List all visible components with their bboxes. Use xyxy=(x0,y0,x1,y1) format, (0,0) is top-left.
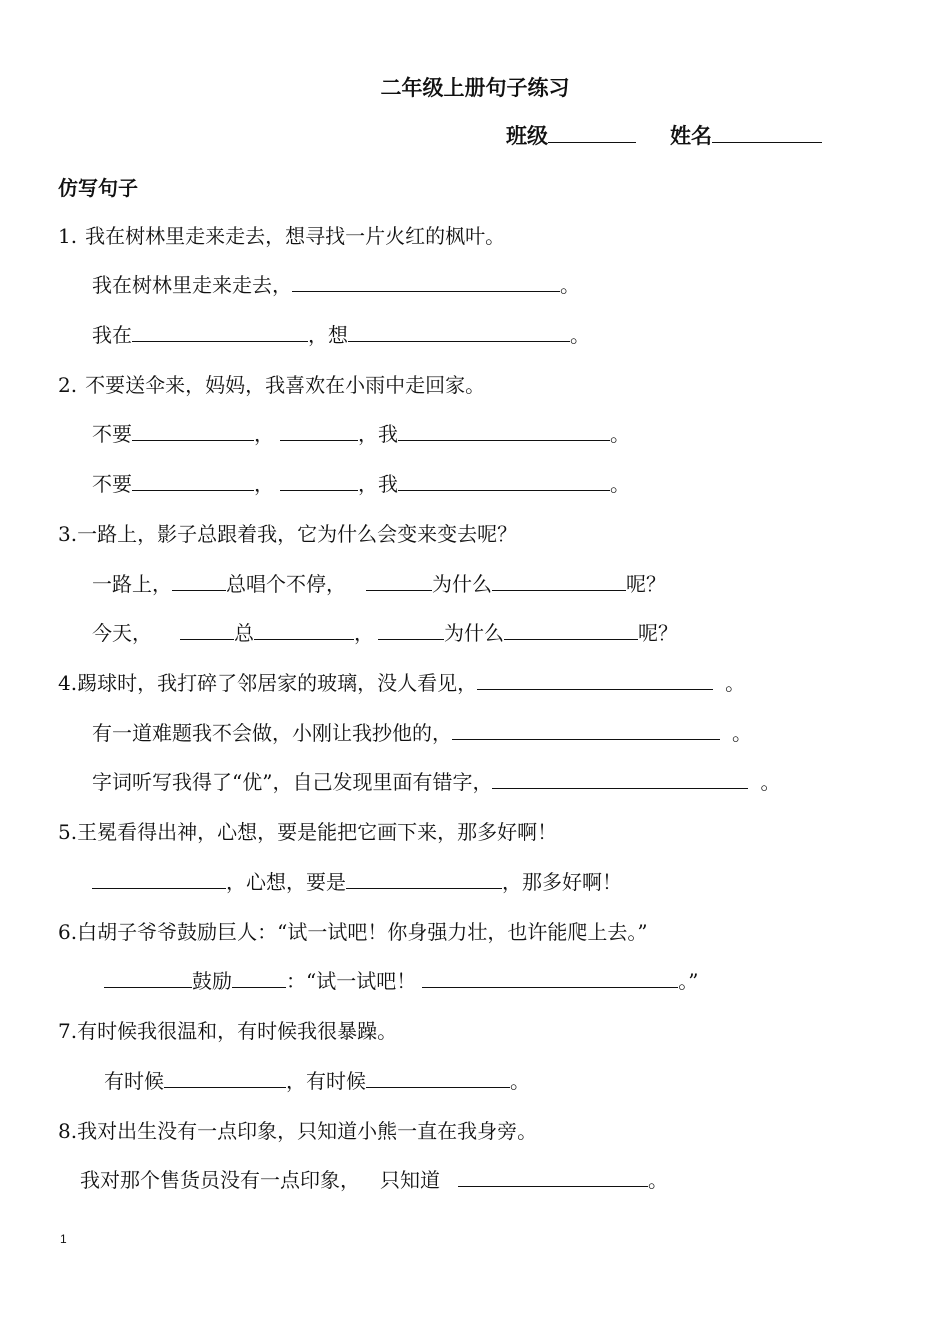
q3-answer-b xyxy=(92,619,678,647)
q1-b-end: 。 xyxy=(570,323,590,347)
q6-example xyxy=(58,918,648,946)
q7-blank-2[interactable] xyxy=(366,1067,510,1088)
q2-b-blank-2[interactable] xyxy=(280,470,358,491)
q7-a-1: 有时候 xyxy=(104,1069,164,1093)
q4-end-1: 。 xyxy=(725,671,746,695)
q2-b-end: 。 xyxy=(610,472,630,496)
q5-a-2: ，那多好啊！ xyxy=(502,870,622,894)
q6-a-3: 。” xyxy=(678,969,699,993)
q1-example xyxy=(58,222,505,250)
q7-blank-1[interactable] xyxy=(164,1067,286,1088)
q3-a-3: 为什么 xyxy=(432,572,492,596)
q7-example xyxy=(58,1017,397,1045)
name-blank[interactable] xyxy=(712,122,822,143)
q2-number: 2. xyxy=(58,373,78,397)
q2-example xyxy=(58,371,485,399)
q6-blank-1[interactable] xyxy=(104,967,192,988)
q1-a-blank[interactable] xyxy=(292,271,560,292)
q5-answer xyxy=(92,868,622,896)
q4-number: 4. xyxy=(58,671,78,695)
q3-a-blank-2[interactable] xyxy=(366,570,432,591)
q7-answer xyxy=(104,1067,530,1095)
q3-b-3: ， xyxy=(354,621,374,645)
q6-a-1: 鼓励 xyxy=(192,969,232,993)
q5-blank-2[interactable] xyxy=(346,868,502,889)
q3-b-4: 为什么 xyxy=(444,621,504,645)
q3-number: 3. xyxy=(58,522,78,546)
q2-a-blank-1[interactable] xyxy=(132,420,254,441)
q5-example xyxy=(58,818,557,846)
q6-answer xyxy=(104,967,698,995)
q2-b-p3: ，我 xyxy=(358,472,398,496)
q4-line-3 xyxy=(92,768,780,796)
q4-blank-2[interactable] xyxy=(452,719,720,740)
q3-example-text: 一路上，影子总跟着我，它为什么会变来变去呢？ xyxy=(77,522,518,546)
q3-b-blank-2[interactable] xyxy=(254,619,354,640)
q1-b-prefix: 我在 xyxy=(92,323,132,347)
q4-end-2: 。 xyxy=(732,721,752,745)
q3-a-4: 呢？ xyxy=(626,572,666,596)
q7-example-text: 有时候我很温和，有时候我很暴躁。 xyxy=(77,1019,398,1043)
q3-answer-a xyxy=(92,570,666,598)
name-label: 姓名 xyxy=(670,124,712,148)
class-blank[interactable] xyxy=(548,122,636,143)
q5-a-1: ，心想，要是 xyxy=(226,870,346,894)
q6-blank-3[interactable] xyxy=(422,967,678,988)
q8-blank-1[interactable] xyxy=(458,1166,648,1187)
q5-blank-1[interactable] xyxy=(92,868,226,889)
q6-number: 6. xyxy=(58,920,78,944)
q2-a-p1: 不要 xyxy=(92,422,132,446)
q3-a-1: 一路上， xyxy=(92,572,172,596)
q2-a-end: 。 xyxy=(610,422,630,446)
q3-b-blank-3[interactable] xyxy=(378,619,444,640)
q2-a-p2: ， xyxy=(254,422,274,446)
q2-answer-b xyxy=(92,470,630,498)
q3-a-2: 总唱个不停， xyxy=(226,572,346,596)
q7-number: 7. xyxy=(58,1019,78,1043)
q3-b-2: 总 xyxy=(234,621,254,645)
q2-answer-a xyxy=(92,420,630,448)
page-title: 二年级上册句子练习 xyxy=(380,76,570,100)
q5-number: 5. xyxy=(58,820,78,844)
q3-a-blank-3[interactable] xyxy=(492,570,626,591)
q1-number: 1. xyxy=(58,224,78,248)
q4-line-2-text: 有一道难题我不会做，小刚让我抄他的， xyxy=(92,721,452,745)
q1-b-blank-1[interactable] xyxy=(132,321,308,342)
q8-number: 8. xyxy=(58,1119,78,1143)
q4-example xyxy=(58,669,745,697)
q1-a-prefix: 我在树林里走来走去， xyxy=(92,273,292,297)
q8-a-3: 。 xyxy=(648,1168,668,1192)
q4-line-2 xyxy=(92,719,752,747)
q6-a-2: ：“试一试吧！ xyxy=(286,969,417,993)
q8-a-2: 只知道 xyxy=(380,1168,440,1192)
q4-line-3-text: 字词听写我得了“优”，自己发现里面有错字， xyxy=(92,770,493,794)
q3-b-blank-1[interactable] xyxy=(180,619,234,640)
q8-example xyxy=(58,1117,537,1145)
q2-b-blank-1[interactable] xyxy=(132,470,254,491)
class-label: 班级 xyxy=(506,124,548,148)
q4-end-3: 。 xyxy=(760,770,781,794)
q1-example-text: 我在树林里走来走去，想寻找一片火红的枫叶。 xyxy=(85,224,506,248)
q4-blank-3[interactable] xyxy=(492,768,748,789)
class-name-row xyxy=(506,120,822,150)
q4-blank-1[interactable] xyxy=(477,669,713,690)
q8-answer xyxy=(80,1166,668,1194)
q2-b-p1: 不要 xyxy=(92,472,132,496)
q2-b-p2: ， xyxy=(254,472,274,496)
q3-a-blank-1[interactable] xyxy=(172,570,226,591)
q3-b-5: 呢？ xyxy=(638,621,678,645)
q3-b-blank-4[interactable] xyxy=(504,619,638,640)
q2-a-blank-3[interactable] xyxy=(398,420,610,441)
q5-example-text: 王冕看得出神，心想，要是能把它画下来，那多好啊！ xyxy=(77,820,558,844)
q2-b-blank-3[interactable] xyxy=(398,470,610,491)
q7-a-3: 。 xyxy=(510,1069,530,1093)
q3-b-1: 今天， xyxy=(92,621,152,645)
q1-answer-a xyxy=(92,271,580,299)
q2-a-blank-2[interactable] xyxy=(280,420,358,441)
q6-example-text: 白胡子爷爷鼓励巨人：“试一试吧！你身强力壮，也许能爬上去。” xyxy=(77,920,648,944)
page-number: 1 xyxy=(60,1232,67,1246)
q4-example-text: 踢球时，我打碎了邻居家的玻璃，没人看见， xyxy=(77,671,478,695)
q7-a-2: ，有时候 xyxy=(286,1069,366,1093)
q6-blank-2[interactable] xyxy=(232,967,286,988)
q1-answer-b xyxy=(92,321,590,349)
q1-a-end: 。 xyxy=(560,273,580,297)
q8-a-1: 我对那个售货员没有一点印象， xyxy=(80,1168,360,1192)
q1-b-blank-2[interactable] xyxy=(348,321,570,342)
q1-b-mid: ，想 xyxy=(308,323,348,347)
q8-example-text: 我对出生没有一点印象，只知道小熊一直在我身旁。 xyxy=(77,1119,538,1143)
section-title: 仿写句子 xyxy=(58,176,138,200)
q2-example-text: 不要送伞来，妈妈，我喜欢在小雨中走回家。 xyxy=(85,373,486,397)
q3-example xyxy=(58,520,517,548)
q2-a-p3: ，我 xyxy=(358,422,398,446)
